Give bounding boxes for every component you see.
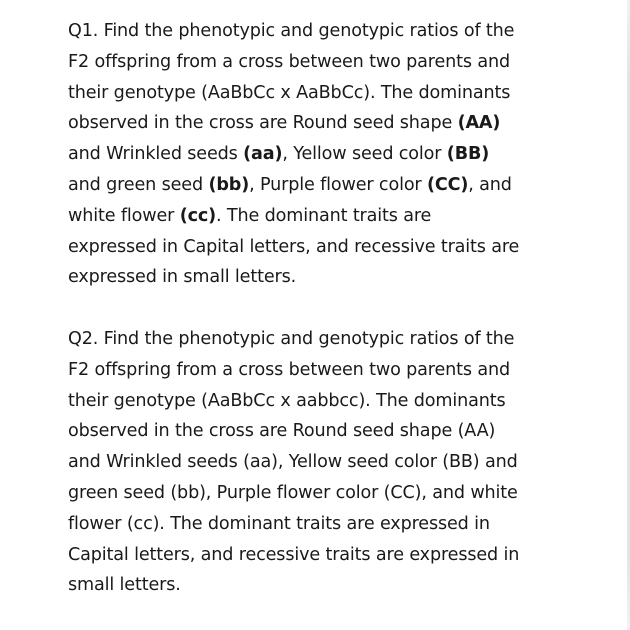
- text-segment: , Purple flower color: [249, 175, 427, 195]
- text-segment: observed in the cross are Round seed shape (AA): [68, 421, 496, 442]
- text-line: [68, 482, 518, 504]
- text-segment: F2 offspring from a cross between two parents and: [68, 359, 511, 380]
- text-segment: F2 offspring from a cross between two parents and: [68, 51, 511, 72]
- text-line: [68, 51, 510, 73]
- text-line: [68, 112, 500, 134]
- text-line: [68, 359, 510, 381]
- text-line: [68, 143, 489, 165]
- text-segment: and Wrinkled seeds (aa), Yellow seed color (BB) and: [68, 452, 518, 473]
- text-segment: white flower: [68, 205, 180, 226]
- bold-genotype: (AA): [457, 113, 501, 134]
- bold-genotype: (bb): [208, 175, 250, 195]
- text-line: [68, 205, 431, 227]
- text-segment: their genotype (AaBbCc x AaBbCc). The dominants: [68, 82, 511, 103]
- bold-genotype: (BB): [446, 144, 490, 165]
- text-segment: Q2. Find the phenotypic and genotypic ratios of the: [68, 329, 515, 349]
- text-segment: Capital letters, and recessive traits are expressed in: [68, 544, 520, 565]
- text-line: [68, 544, 519, 566]
- text-line: [68, 236, 519, 258]
- text-segment: flower (cc). The dominant traits are expressed in: [68, 513, 490, 534]
- text-segment: small letters.: [68, 575, 181, 596]
- text-line: [68, 513, 490, 535]
- text-line: [68, 451, 518, 473]
- text-segment: observed in the cross are Round seed shape: [68, 113, 458, 134]
- text-segment: . The dominant traits are: [216, 205, 432, 226]
- text-line: [68, 328, 514, 350]
- text-segment: expressed in Capital letters, and recessive traits are: [68, 236, 520, 257]
- bold-genotype: (aa): [243, 144, 283, 165]
- text-line: [68, 390, 506, 412]
- text-line: [68, 20, 514, 42]
- text-segment: and green seed: [68, 175, 209, 195]
- text-line: [68, 82, 510, 104]
- text-segment: their genotype (AaBbCc x aabbcc). The dominants: [68, 390, 506, 411]
- text-line: [68, 174, 512, 196]
- text-segment: green seed (bb), Purple flower color (CC), and white: [68, 483, 518, 503]
- text-segment: expressed in small letters.: [68, 267, 297, 288]
- text-segment: , Yellow seed color: [282, 144, 447, 165]
- text-line: [68, 420, 495, 442]
- text-segment: and Wrinkled seeds: [68, 144, 244, 165]
- text-segment: Q1. Find the phenotypic and genotypic ratios of the: [68, 21, 515, 41]
- text-line: [68, 266, 296, 288]
- bold-genotype: (cc): [179, 205, 217, 226]
- text-segment: , and: [468, 175, 512, 195]
- text-line: [68, 574, 181, 596]
- bold-genotype: (CC): [426, 175, 469, 195]
